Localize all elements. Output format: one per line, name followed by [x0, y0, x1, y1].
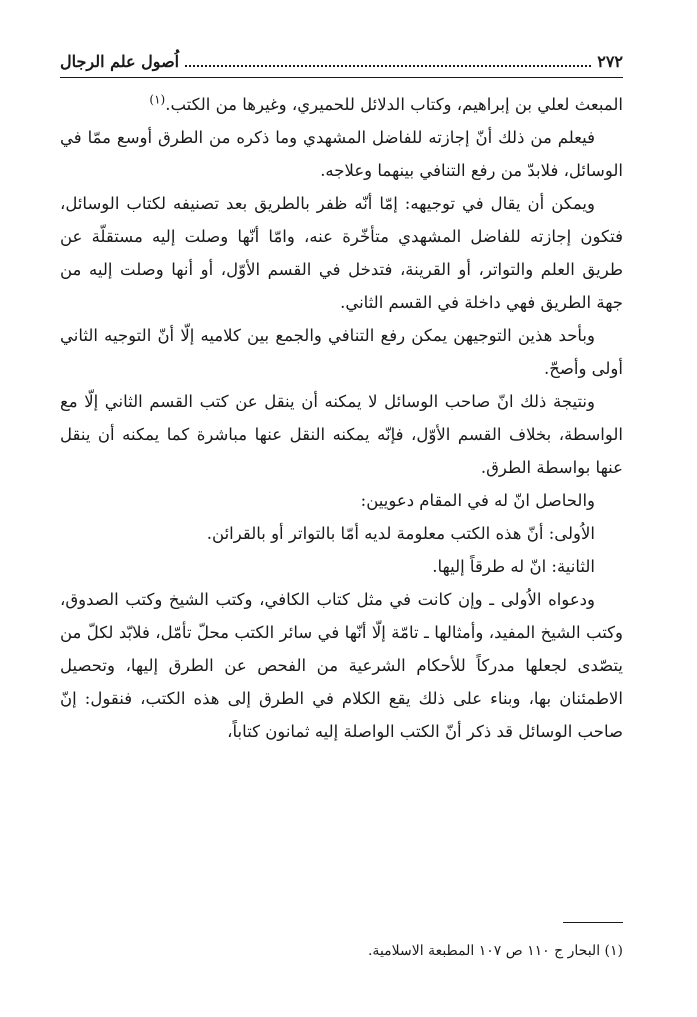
paragraph-7: الاُولى: أنّ هذه الكتب معلومة لديه أمّا بالتواتر أو بالقرائن. — [206, 524, 595, 543]
paragraph-4: وبأحد هذين التوجيهن يمكن رفع التنافي والجمع بين كلاميه إلّا أنّ التوجيه الثاني أولى وأصحّ. — [60, 326, 623, 378]
page-number: ٢٧٢ — [597, 52, 623, 71]
paragraph-1-text: المبعث لعلي بن إبراهيم، وكتاب الدلائل للحميري، وغيرها من الكتب. — [165, 95, 623, 114]
page-header — [60, 52, 623, 78]
paragraph-8: الثانية: انّ له طرقاً إليها. — [432, 557, 595, 576]
footnote-ref: (١) — [149, 92, 166, 107]
main-text — [60, 88, 623, 748]
footnote: (١) البحار ج ١١٠ ص ١٠٧ المطبعة الاسلامية. — [367, 943, 623, 959]
paragraph-6: والحاصل انّ له في المقام دعويين: — [360, 491, 595, 510]
footnote-separator — [563, 922, 623, 923]
paragraph-5: ونتيجة ذلك انّ صاحب الوسائل لا يمكنه أن ينقل عن كتب القسم الثاني إلّا مع الواسطة، بخلاف القسم الأوّل، فإنّه يمكنه النقل عنها مباشرة كما يمكنه أن ينقل عنها بواسطة الطرق. — [60, 392, 623, 477]
header-dot-leader — [185, 56, 591, 67]
paragraph-2: فيعلم من ذلك أنّ إجازته للفاضل المشهدي وما ذكره من الطرق أوسع ممّا في الوسائل، فلابدّ من رفع التنافي بينهما وعلاجه. — [60, 128, 623, 180]
paragraph-3: ويمكن أن يقال في توجيهه: إمّا أنّه ظفر بالطريق بعد تصنيفه لكتاب الوسائل، فتكون إجازته للفاضل المشهدي متأخّرة عنه، وامّا أنّها وصلت إليه مستقلّة عن طريق العلم والتواتر، أو القرينة، فتدخل في القسم الأوّل، أو أنها وصلت إليه من جهة الطريق فهي داخلة في القسم الثاني. — [60, 194, 623, 312]
paragraph-9: ودعواه الاُولى ـ وإن كانت في مثل كتاب الكافي، وكتب الشيخ وكتب الصدوق، وكتب الشيخ المفيد، وأمثالها ـ تامّة إلّا أنّها في سائر الكتب محلّ تأمّل، فلابّد لكلّ من يتصّدى لجعلها مدركاً للأحكام الشرعية من الفحص عن الطرق إليها، وتحصيل الاطمئنان بها، وبناء على ذلك يقع الكلام في الطرق إلى هذه الكتب، فنقول: إنّ صاحب الوسائل قد ذكر أنّ الكتب الواصلة إليه ثمانون كتاباً، — [60, 590, 623, 741]
paragraph-1 — [60, 88, 623, 121]
book-title: اُصول علم الرجال — [60, 52, 180, 71]
